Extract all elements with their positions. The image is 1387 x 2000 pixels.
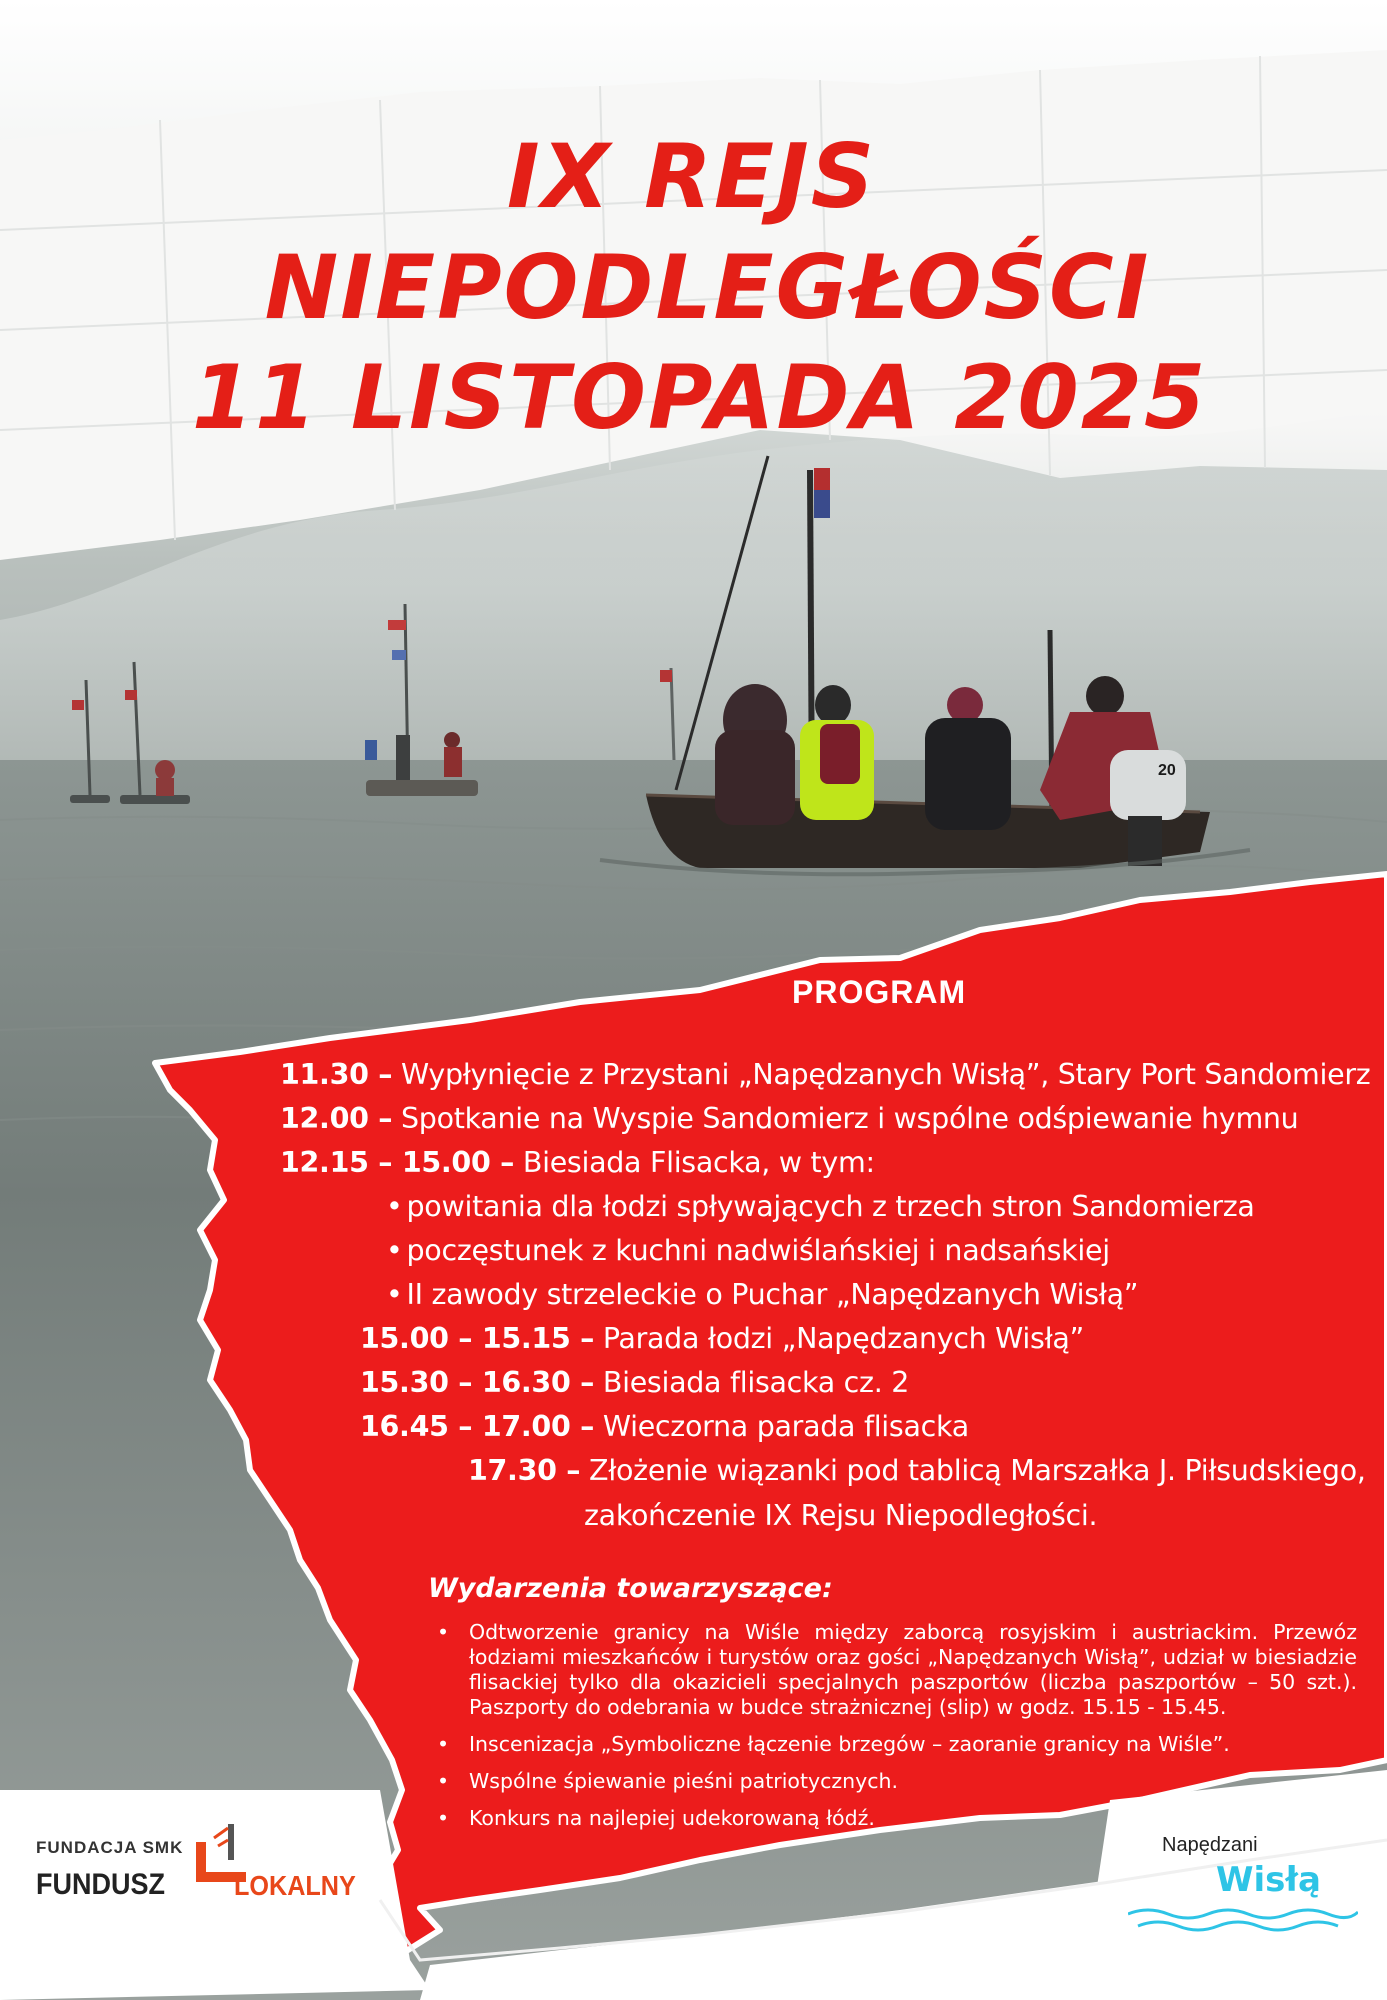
program-row [468, 1454, 1366, 1487]
program-bullet: • powitania dla łodzi spływających z trzech stron Sandomierza [386, 1190, 1255, 1223]
logo-napedzani: Napędzani [1162, 1834, 1258, 1856]
events-item: • Wspólne śpiewanie pieśni patriotycznych. [437, 1769, 1357, 1794]
program-time: 11.30 – [280, 1058, 393, 1091]
events-list [437, 1620, 1357, 1843]
program-row [280, 1146, 875, 1179]
events-heading: Wydarzenia towarzyszące: [428, 1573, 833, 1604]
program-continuation: zakończenie IX Rejsu Niepodległości. [584, 1499, 1098, 1532]
motor-label: 20 [1158, 762, 1176, 779]
program-time: 17.30 – [468, 1454, 581, 1487]
events-item: • Konkurs na najlepiej udekorowaną łódź. [437, 1806, 1357, 1831]
program-time: 12.15 – 15.00 – [280, 1146, 515, 1179]
program-time: 12.00 – [280, 1102, 393, 1135]
program-text: Wypłynięcie z Przystani „Napędzanych Wisłą”, Stary Port Sandomierz [401, 1058, 1371, 1091]
program-text: Parada łodzi „Napędzanych Wisłą” [602, 1322, 1085, 1355]
program-text: Spotkanie na Wyspie Sandomierz i wspólne odśpiewanie hymnu [401, 1102, 1299, 1135]
logo-foundation-name: FUNDACJA SMK [36, 1838, 184, 1857]
program-time: 16.45 – 17.00 – [360, 1410, 595, 1443]
napedzani-wisla-logo [1128, 1826, 1358, 1936]
program-heading: PROGRAM [792, 974, 967, 1010]
title-line-1: IX REJS [506, 125, 877, 228]
events-item: • Odtworzenie granicy na Wiśle między zaborcą rosyjskim i austriackim. Przewóz łodziami mieszkańców i turystów oraz gości „Napędzanych Wisłą”, udział w biesiadzie flisackiej tylko dla okazicieli specjalnych paszportów (liczba paszportów – 50 szt.). Paszporty do odebrania w budce strażnicznej (slip) w godz. 15.15 - 15.45. [437, 1620, 1357, 1720]
program-time: 15.30 – 16.30 – [360, 1366, 595, 1399]
events-item: • Inscenizacja „Symboliczne łączenie brzegów – zaoranie granicy na Wiśle”. [437, 1732, 1357, 1757]
program-text: Biesiada flisacka cz. 2 [602, 1366, 910, 1399]
title-line-3: 11 LISTOPADA 2025 [191, 346, 1208, 449]
logo-wisla: Wisłą [1216, 1860, 1321, 1900]
program-row [360, 1322, 1084, 1355]
program-time: 15.00 – 15.15 – [360, 1322, 595, 1355]
program-row [360, 1366, 909, 1399]
title-line-2: NIEPODLEGŁOŚCI [264, 236, 1151, 339]
fundusz-lokalny-logo [36, 1820, 396, 1930]
logo-word-lokalny: LOKALNY [234, 1870, 356, 1901]
program-text: Wieczorna parada flisacka [602, 1410, 969, 1443]
program-text: Złożenie wiązanki pod tablicą Marszałka J. Piłsudskiego, [589, 1454, 1366, 1487]
waves-icon [1128, 1904, 1358, 1934]
logo-word-fundusz: FUNDUSZ [36, 1868, 165, 1901]
program-text: Biesiada Flisacka, w tym: [522, 1146, 875, 1179]
program-row [280, 1102, 1298, 1135]
program-bullet: • poczęstunek z kuchni nadwiślańskiej i nadsańskiej [386, 1234, 1110, 1267]
program-bullet: • II zawody strzeleckie o Puchar „Napędzanych Wisłą” [386, 1278, 1138, 1311]
program-row [360, 1410, 969, 1443]
program-row [280, 1058, 1370, 1091]
